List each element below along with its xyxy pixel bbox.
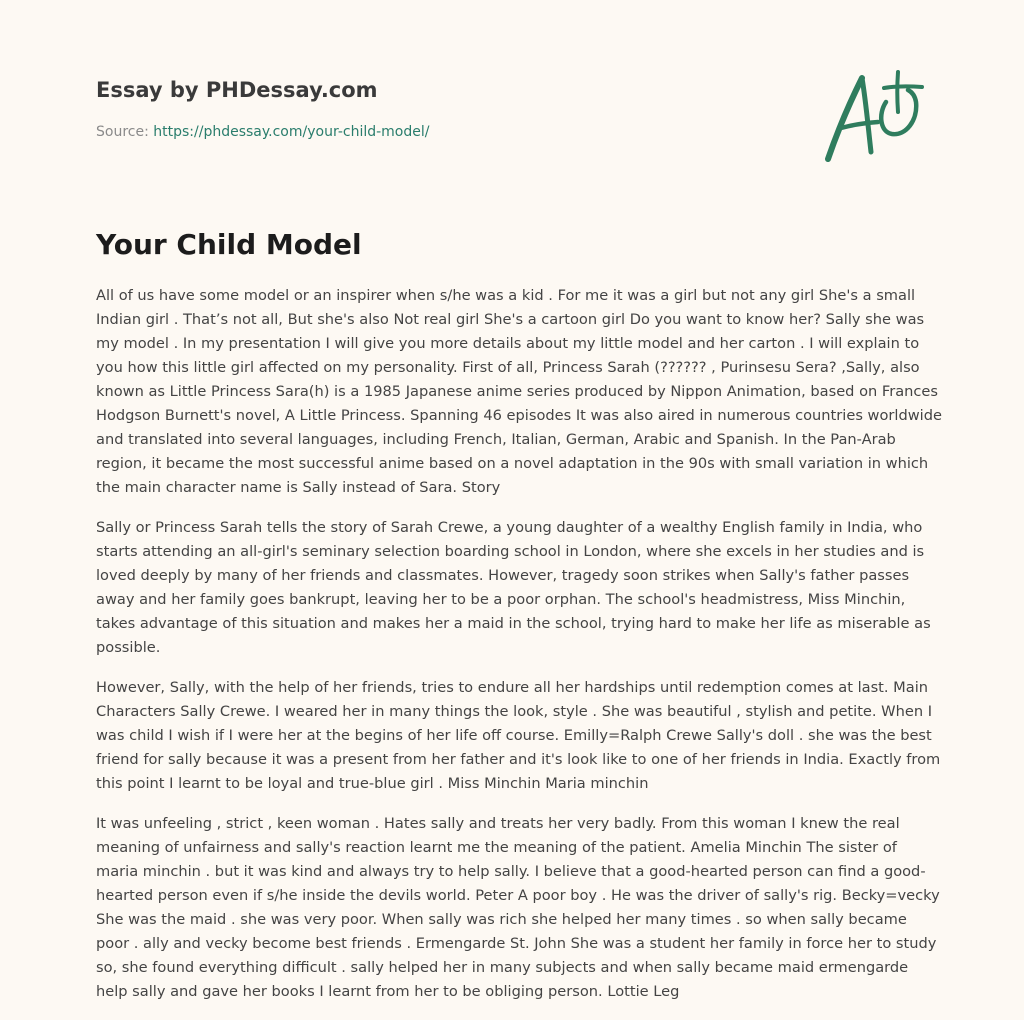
essay-paragraph: However, Sally, with the help of her friends, tries to endure all her hardships until redemption comes at last. Main Characters Sally Crewe. I weared her in many things the look, style . She was beautiful , stylish and petite. When I was child I wish if I were her at the begins of her life off course. Emilly=Ralph Crewe Sally's doll . she was the best friend for sally because it was a present from her father and it's look like to one of her friends in India. Exactly from this point I learnt to be loyal and true-blue girl . Miss Minchin Maria minchin <box>96 679 941 792</box>
page-header <box>96 76 656 142</box>
essay-paragraph: It was unfeeling , strict , keen woman . Hates sally and treats her very badly. From this woman I knew the real meaning of unfairness and sally's reaction learnt me the meaning of the patient. Amelia Minchin The sister of maria minchin . but it was kind and always try to help sally. I believe that a good-hearted person can find a good-hearted person even if s/he inside the devils world. Peter A poor boy . He was the driver of sally's rig. Becky=vecky She was the maid . she was very poor. When sally was rich she helped her many times . so when sally became poor . ally and vecky become best friends . Ermengarde St. John She was a student her family in force her to study so, she found everything difficult . sally helped her in many subjects and when sally became maid ermengarde help sally and gave her books I learnt from her to be obliging person. Lottie Leg <box>96 815 940 1000</box>
source-label: Source: <box>96 124 149 140</box>
site-brand: Essay by PHDessay.com <box>96 78 378 102</box>
essay-paragraph: Sally or Princess Sarah tells the story of Sarah Crewe, a young daughter of a wealthy English family in India, who starts attending an all-girl's seminary selection boarding school in London, where she excels in her studies and is loved deeply by many of her friends and classmates. However, tragedy soon strikes when Sally's father passes away and her family goes bankrupt, leaving her to be a poor orphan. The school's headmistress, Miss Minchin, takes advantage of this situation and makes her a maid in the school, trying hard to make her life as miserable as possible. <box>96 519 931 656</box>
essay-body <box>96 284 942 1020</box>
a-plus-logo-icon <box>822 68 926 164</box>
source-link[interactable]: https://phdessay.com/your-child-model/ <box>153 124 430 140</box>
essay-paragraph: All of us have some model or an inspirer when s/he was a kid . For me it was a girl but not any girl She's a small Indian girl . That’s not all, But she's also Not real girl She's a cartoon girl Do you want to know her? Sally she was my model . In my presentation I will give you more details about my little model and her carton . I will explain to you how this little girl affected on my personality. First of all, Princess Sarah (?????? , Purinsesu Sera? ,Sally, also known as Little Princess Sara(h) is a 1985 Japanese anime series produced by Nippon Animation, based on Frances Hodgson Burnett's novel, A Little Princess. Spanning 46 episodes It was also aired in numerous countries worldwide and translated into several languages, including French, Italian, German, Arabic and Spanish. In the Pan-Arab region, it became the most successful anime based on a novel adaptation in the 90s with small variation in which the main character name is Sally instead of Sara. Story <box>96 287 942 496</box>
essay-title: Your Child Model <box>96 228 362 261</box>
source-line <box>96 122 656 142</box>
